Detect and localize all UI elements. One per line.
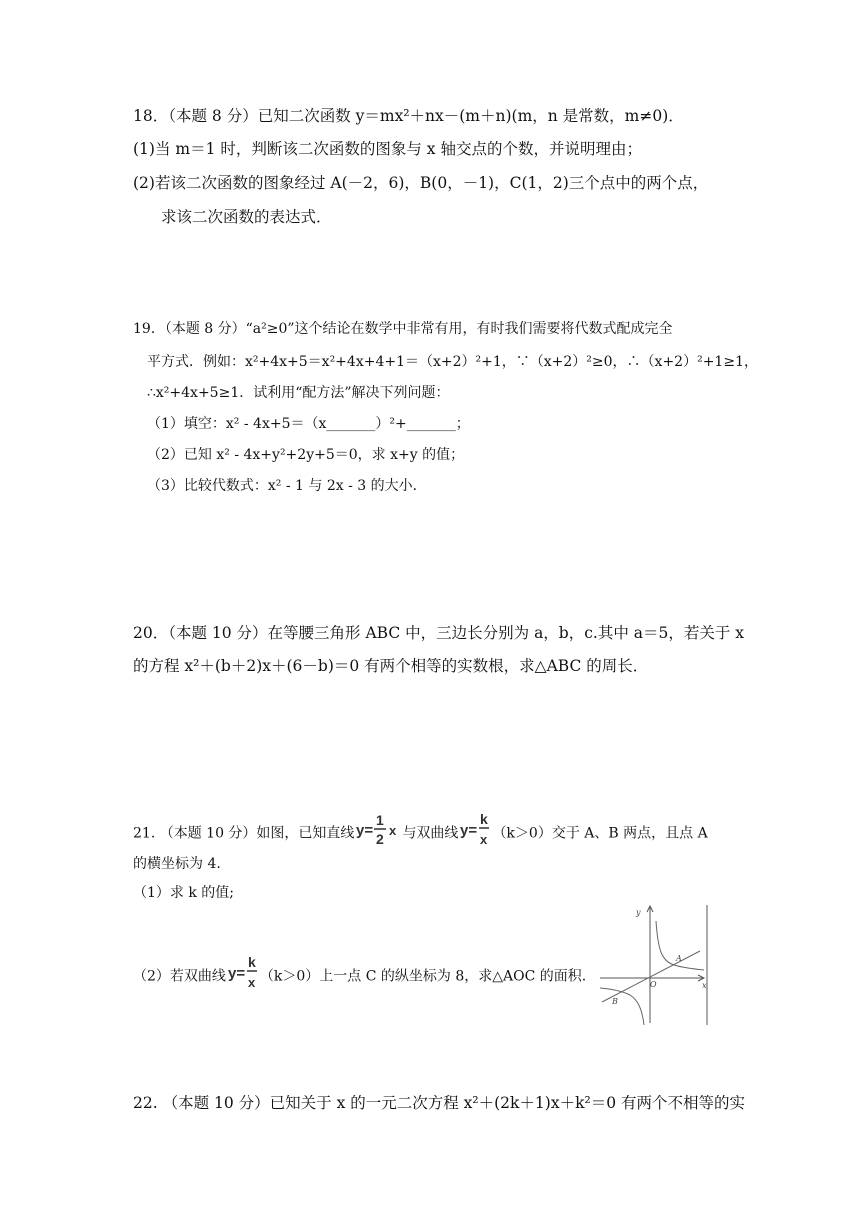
origin-label: O <box>650 980 657 989</box>
q19-line-6: （3）比较代数式：x² - 1 与 2x - 3 的大小． <box>147 478 427 494</box>
q20-line-1: 20．（本题 10 分）在等腰三角形 ABC 中，三边长分别为 a，b，c.其中 a＝5，若关于 x <box>133 624 745 642</box>
y-axis-label: y <box>636 908 641 917</box>
hyper2-eq-y: y= <box>227 965 246 982</box>
hyper2-eq-x: x <box>247 975 256 990</box>
q19-line-1: 19．（本题 8 分）“a²≥0”这个结论在数学中非常有用，有时我们需要将代数式配成完全 <box>133 321 673 337</box>
line-eq-y: y= <box>356 822 374 839</box>
q19-line-3: ∴x²+4x+5≥1．试利用“配方法”解决下列问题： <box>147 385 450 401</box>
hyperbola-branch-left <box>600 988 644 1025</box>
straight-line <box>602 951 700 1002</box>
hyper-eq-k: k <box>480 811 489 827</box>
hyper-eq-x: x <box>480 832 488 847</box>
q21-line-1 <box>133 810 708 857</box>
hyperbola-equation-2-image <box>228 953 258 993</box>
line-eq-x: x <box>389 823 397 838</box>
line-equation <box>356 811 400 856</box>
coordinate-graph <box>598 903 710 1027</box>
point-a-label: A <box>676 954 682 963</box>
q21-line-1-mid: 与双曲线 <box>402 825 459 842</box>
hyperbola-equation <box>460 810 490 857</box>
hyperbola-equation-2 <box>228 953 258 1000</box>
q21-part-2-prefix: （2）若双曲线 <box>133 968 226 985</box>
line-eq-den: 2 <box>376 831 385 847</box>
q18-line-2: (1)当 m＝1 时，判断该二次函数的图象与 x 轴交点的个数，并说明理由； <box>133 140 642 158</box>
q22-line-1: 22. （本题 10 分）已知关于 x 的一元二次方程 x²＋(2k＋1)x＋k²＝0 有两个不相等的实 <box>133 1094 745 1112</box>
q19-line-4: （1）填空：x² - 4x+5＝（x_______）²+_______； <box>147 416 470 432</box>
q21-line-1-suffix: （k＞0）交于 A、B 两点，且点 A <box>492 825 708 842</box>
q19-line-2: 平方式．例如：x²+4x+5＝x²+4x+4+1＝（x+2）²+1，∵（x+2）²≥0，∴（x+2）²+1≥1， <box>147 354 758 370</box>
q21-part-2-suffix: （k＞0）上一点 C 的纵坐标为 8，求△AOC 的面积. <box>259 968 587 985</box>
line-equation-image <box>356 811 400 849</box>
x-axis-label: x <box>702 981 707 990</box>
q18-line-4: 求该二次函数的表达式． <box>161 208 332 226</box>
q18-line-1: 18．（本题 8 分）已知二次函数 y＝mx²＋nx－(m＋n)(m，n 是常数，m≠0)． <box>133 107 684 125</box>
q21-part-1: （1）求 k 的值; <box>133 885 235 901</box>
hyper-eq-y: y= <box>460 822 478 839</box>
line-eq-num: 1 <box>376 812 385 828</box>
hyperbola-equation-image <box>460 810 490 850</box>
hyper2-eq-k: k <box>247 954 256 970</box>
q18-line-3: (2)若该二次函数的图象经过 A(－2，6)，B(0，－1)，C(1，2)三个点中的两个点， <box>133 174 709 192</box>
q21-part-2 <box>133 953 586 1000</box>
point-b-label: B <box>612 997 618 1006</box>
q21-line-1-prefix: 21. （本题 10 分）如图，已知直线 <box>133 825 355 842</box>
q19-line-5: （2）已知 x² - 4x+y²+2y+5＝0，求 x+y 的值； <box>147 447 465 463</box>
q21-line-2: 的横坐标为 4. <box>133 856 221 872</box>
q20-line-2: 的方程 x²＋(b＋2)x＋(6－b)＝0 有两个相等的实数根，求△ABC 的周长． <box>133 657 649 675</box>
